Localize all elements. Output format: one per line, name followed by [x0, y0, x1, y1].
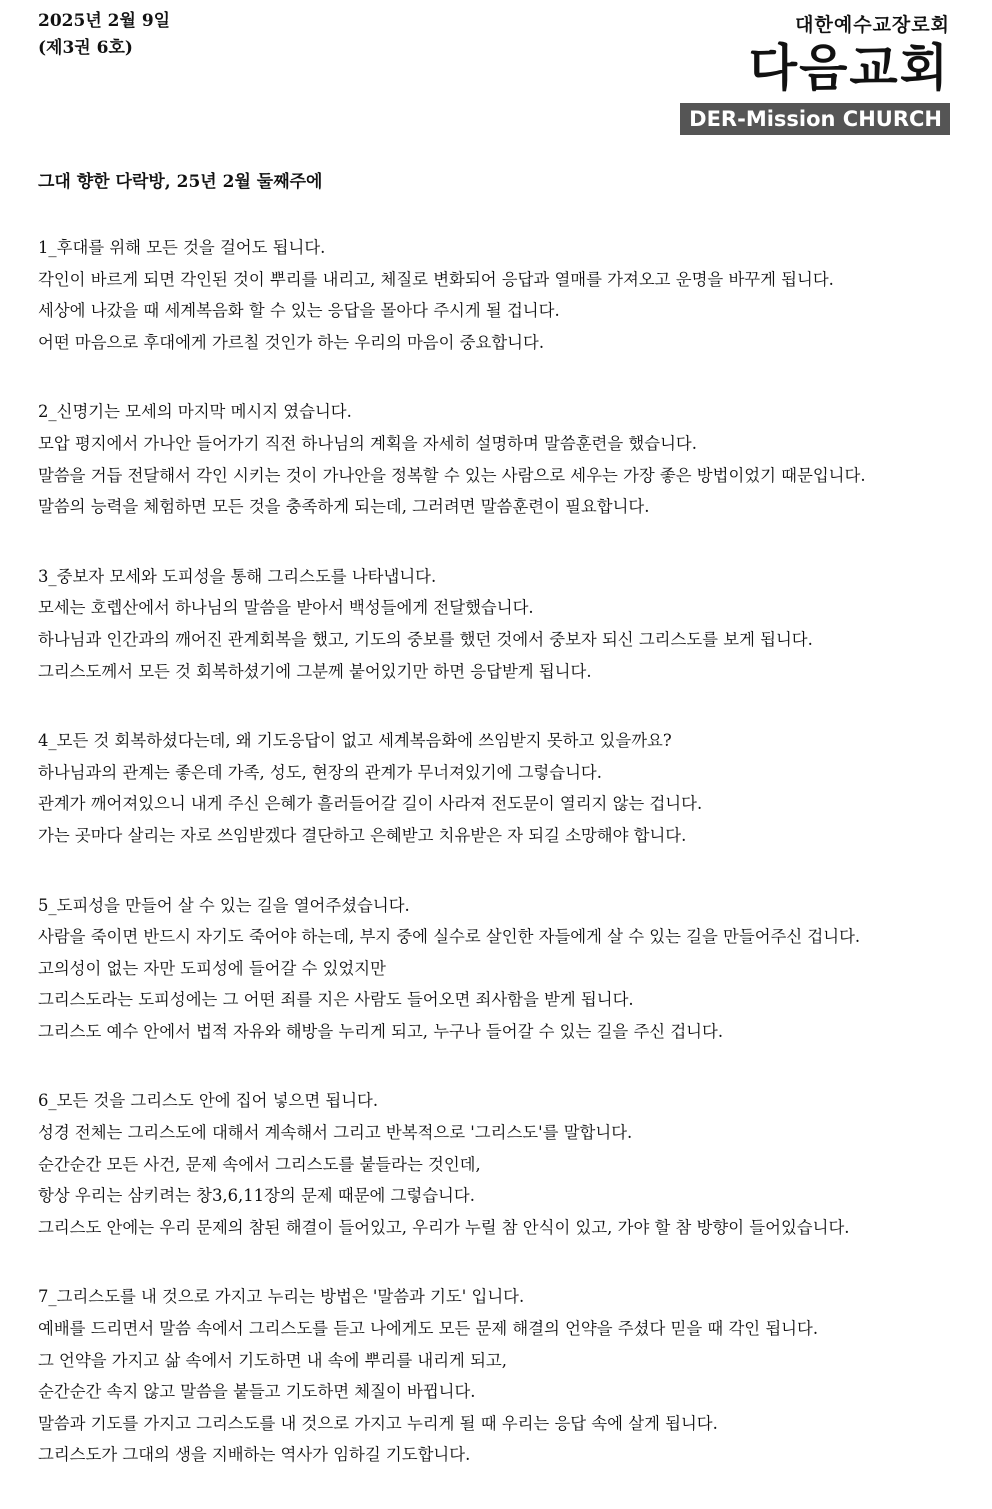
section-title: 5_도피성을 만들어 살 수 있는 길을 열어주셨습니다.: [38, 895, 410, 915]
paragraph-line: 순간순간 속지 않고 말씀을 붙들고 기도하면 체질이 바뀝니다.: [38, 1382, 476, 1402]
paragraph-line: 성경 전체는 그리스도에 대해서 계속해서 그리고 반복적으로 '그리스도'를 말합니다.: [38, 1123, 633, 1143]
church-name: 다음교회: [748, 39, 950, 97]
paragraph-line: 가는 곳마다 살리는 자로 쓰임받겠다 결단하고 은혜받고 치유받은 자 되길 소망해야 합니다.: [38, 825, 687, 845]
church-english-banner: DER-Mission CHURCH: [680, 103, 950, 135]
paragraph-line: 그 언약을 가지고 삶 속에서 기도하면 내 속에 뿌리를 내리게 되고,: [38, 1350, 507, 1370]
section-6: [38, 1085, 953, 1243]
paragraph-line: 세상에 나갔을 때 세계복음화 할 수 있는 응답을 몰아다 주시게 될 겁니다.: [38, 301, 560, 321]
paragraph-line: 관계가 깨어져있으니 내게 주신 은혜가 흘러들어갈 길이 사라져 전도문이 열리지 않는 겁니다.: [38, 794, 703, 814]
paragraph-line: 그리스도께서 모든 것 회복하셨기에 그분께 붙어있기만 하면 응답받게 됩니다.: [38, 661, 592, 681]
section-2: [38, 396, 953, 522]
section-3: [38, 561, 953, 687]
section-title: 1_후대를 위해 모든 것을 걸어도 됩니다.: [38, 238, 326, 257]
headline: 그대 향한 다락방, 25년 2월 둘째주에: [38, 172, 323, 192]
paragraph-line: 고의성이 없는 자만 도피성에 들어갈 수 있었지만: [38, 958, 386, 978]
paragraph-line: 하나님과 인간과의 깨어진 관계회복을 했고, 기도의 중보를 했던 것에서 중보자 되신 그리스도를 보게 됩니다.: [38, 629, 813, 649]
paragraph-line: 예배를 드리면서 말씀 속에서 그리스도를 듣고 나에게도 모든 문제 해결의 언약을 주셨다 믿을 때 각인 됩니다.: [38, 1319, 819, 1339]
paragraph-line: 말씀을 거듭 전달해서 각인 시키는 것이 가나안을 정복할 수 있는 사람으로 세우는 가장 좋은 방법이었기 때문입니다.: [38, 465, 866, 485]
denomination-label: 대한예수교장로회: [795, 14, 950, 36]
bulletin-content: [38, 168, 953, 1509]
paragraph-line: 그리스도라는 도피성에는 그 어떤 죄를 지은 사람도 들어오면 죄사함을 받게 됩니다.: [38, 990, 634, 1010]
paragraph-line: 말씀과 기도를 가지고 그리스도를 내 것으로 가지고 누리게 될 때 우리는 응답 속에 살게 됩니다.: [38, 1413, 718, 1433]
issue-info: [38, 8, 170, 62]
paragraph-line: 그리스도가 그대의 생을 지배하는 역사가 임하길 기도합니다.: [38, 1445, 471, 1465]
paragraph-line: 말씀의 능력을 체험하면 모든 것을 충족하게 되는데, 그러려면 말씀훈련이 필요합니다.: [38, 497, 650, 517]
section-1: [38, 232, 953, 358]
section-title: 6_모든 것을 그리스도 안에 집어 넣으면 됩니다.: [38, 1091, 379, 1111]
paragraph-line: 모압 평지에서 가나안 들어가기 직전 하나님의 계획을 자세히 설명하며 말씀훈련을 했습니다.: [38, 433, 697, 453]
section-7: [38, 1281, 953, 1471]
paragraph-line: 각인이 바르게 되면 각인된 것이 뿌리를 내리고, 체질로 변화되어 응답과 열매를 가져오고 운명을 바꾸게 됩니다.: [38, 269, 834, 289]
section-title: 4_모든 것 회복하셨다는데, 왜 기도응답이 없고 세계복음화에 쓰임받지 못하고 있을까요?: [38, 731, 672, 751]
section-5: [38, 890, 953, 1048]
sections-container: [38, 232, 953, 1471]
masthead: [680, 10, 950, 135]
issue-date: 2025년 2월 9일: [38, 11, 171, 31]
paragraph-line: 사람을 죽이면 반드시 자기도 죽어야 하는데, 부지 중에 실수로 살인한 자들에게 살 수 있는 길을 만들어주신 겁니다.: [38, 927, 861, 947]
paragraph-line: 그리스도 예수 안에서 법적 자유와 해방을 누리게 되고, 누구나 들어갈 수 있는 길을 주신 겁니다.: [38, 1021, 724, 1041]
section-title: 2_신명기는 모세의 마지막 메시지 였습니다.: [38, 402, 352, 422]
section-title: 7_그리스도를 내 것으로 가지고 누리는 방법은 '말씀과 기도' 입니다.: [38, 1287, 525, 1307]
paragraph-line: 어떤 마음으로 후대에게 가르칠 것인가 하는 우리의 마음이 중요합니다.: [38, 332, 545, 352]
section-title: 3_중보자 모세와 도피성을 통해 그리스도를 나타냅니다.: [38, 566, 437, 586]
paragraph-line: 항상 우리는 삼키려는 창3,6,11장의 문제 때문에 그렇습니다.: [38, 1186, 475, 1206]
paragraph-line: 모세는 호렙산에서 하나님의 말씀을 받아서 백성들에게 전달했습니다.: [38, 598, 534, 618]
issue-volume: (제3권 6호): [38, 38, 133, 58]
paragraph-line: 그리스도 안에는 우리 문제의 참된 해결이 들어있고, 우리가 누릴 참 안식이 있고, 가야 할 참 방향이 들어있습니다.: [38, 1217, 850, 1237]
paragraph-line: 순간순간 모든 사건, 문제 속에서 그리스도를 붙들라는 것인데,: [38, 1154, 481, 1174]
paragraph-line: 하나님과의 관계는 좋은데 가족, 성도, 현장의 관계가 무너져있기에 그렇습니다.: [38, 762, 602, 782]
section-4: [38, 725, 953, 851]
